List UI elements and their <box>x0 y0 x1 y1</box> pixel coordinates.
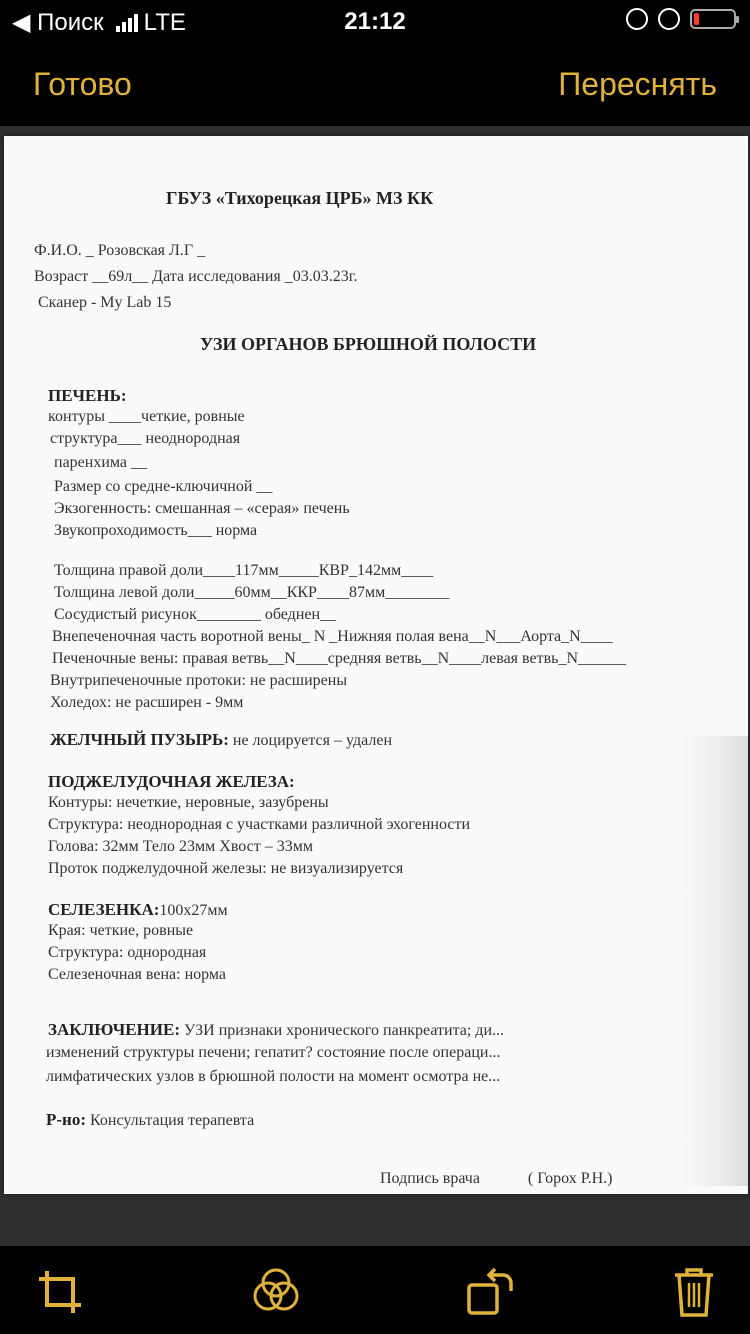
pancreas-header: ПОДЖЕЛУДОЧНАЯ ЖЕЛЕЗА: <box>48 772 295 791</box>
liver-measure-line: Толщина правой доли____117мм_____КВР_142мм____ <box>54 562 434 579</box>
recommendation-text: Консультация терапевта <box>90 1112 255 1129</box>
spleen-line: Структура: однородная <box>48 944 207 961</box>
pancreas-line: Голова: 32мм Тело 23мм Хвост – 33мм <box>48 838 313 855</box>
status-bar <box>0 0 750 44</box>
spleen-line: Селезеночная вена: норма <box>48 966 226 983</box>
pancreas-line: Контуры: нечеткие, неровные, зазубрены <box>48 794 329 811</box>
crop-icon <box>35 1267 85 1317</box>
conclusion-line: изменений структуры печени; гепатит? состояние после операци... <box>46 1044 501 1061</box>
signature-label: Подпись врача <box>380 1170 480 1187</box>
spleen-size: 100х27мм <box>159 902 228 919</box>
back-to-app-label[interactable]: ◀ Поиск <box>12 9 104 36</box>
pancreas-line: Структура: неоднородная с участками различной эхогенности <box>48 816 471 833</box>
liver-measure-line: Внепеченочная часть воротной вены_ N _Нижняя полая вена__N___Аорта_N____ <box>52 628 613 645</box>
gallbladder-header: ЖЕЛЧНЫЙ ПУЗЫРЬ: <box>50 730 229 749</box>
orientation-lock-icon <box>626 8 648 30</box>
delete-button[interactable] <box>666 1264 722 1320</box>
liver-line: структура___ неоднородная <box>50 430 241 447</box>
liver-measure-line: Толщина левой доли_____60мм__ККР____87мм________ <box>54 584 450 601</box>
paper-shadow <box>678 736 748 1186</box>
spleen-line: Края: четкие, ровные <box>48 922 194 939</box>
liver-measure-line: Холедох: не расширен - 9мм <box>50 694 244 711</box>
top-nav <box>0 44 750 126</box>
battery-fill <box>694 13 699 25</box>
spleen-header: СЕЛЕЗЕНКА: <box>48 900 160 919</box>
liver-line: Экзогенность: смешанная – «серая» печень <box>54 500 350 517</box>
report-title: УЗИ ОРГАНОВ БРЮШНОЙ ПОЛОСТИ <box>200 334 537 354</box>
doctor-name: ( Горох Р.Н.) <box>527 1170 613 1187</box>
alarm-icon <box>658 8 680 30</box>
age-date: Возраст __69л__ Дата исследования _03.03.23г. <box>34 268 358 285</box>
status-time: 21:12 <box>344 8 406 35</box>
rotate-icon <box>463 1265 517 1319</box>
liver-header: ПЕЧЕНЬ: <box>48 386 127 405</box>
org-name: ГБУЗ «Тихорецкая ЦРБ» МЗ КК <box>166 188 434 208</box>
status-right <box>626 8 736 30</box>
liver-line: Размер со средне-ключичной __ <box>54 478 273 495</box>
conclusion-line: лимфатических узлов в брюшной полости на момент осмотра не... <box>46 1068 501 1085</box>
liver-measure-line: Внутрипеченочные протоки: не расширены <box>50 672 348 689</box>
patient-name: Ф.И.О. _ Розовская Л.Г _ <box>34 242 206 259</box>
liver-line: Звукопроходимость___ норма <box>54 522 258 539</box>
recommendation-header: Р-но: <box>46 1110 87 1129</box>
conclusion-row <box>48 1020 504 1040</box>
scan-preview <box>0 126 750 1246</box>
conclusion-header: ЗАКЛЮЧЕНИЕ: <box>48 1020 180 1039</box>
pancreas-line: Проток поджелудочной железы: не визуализируется <box>48 860 404 877</box>
liver-line: паренхима __ <box>54 454 148 471</box>
battery-icon <box>690 9 736 29</box>
recommendation-row <box>46 1110 254 1130</box>
signature-row <box>380 1170 612 1188</box>
bottom-toolbar <box>0 1246 750 1334</box>
filter-button[interactable] <box>248 1264 304 1320</box>
liver-measure-line: Сосудистый рисунок________ обеднен__ <box>54 606 337 623</box>
scanner-model: Сканер - My Lab 15 <box>38 294 172 311</box>
liver-line: контуры ____четкие, ровные <box>48 408 245 425</box>
scanned-document <box>4 136 748 1194</box>
filter-icon <box>249 1265 303 1319</box>
trash-icon <box>669 1265 719 1319</box>
retake-button[interactable]: Переснять <box>558 66 717 102</box>
rotate-button[interactable] <box>462 1264 518 1320</box>
liver-measure-line: Печеночные вены: правая ветвь__N____средняя ветвь__N____левая ветвь_N______ <box>52 650 626 667</box>
network-label: LTE <box>143 8 186 36</box>
spleen-row <box>48 900 228 920</box>
conclusion-line: УЗИ признаки хронического панкреатита; ди... <box>184 1022 505 1039</box>
gallbladder-row <box>50 730 392 750</box>
crop-button[interactable] <box>32 1264 88 1320</box>
gallbladder-text: не лоцируется – удален <box>232 732 393 749</box>
done-button[interactable]: Готово <box>33 66 132 102</box>
